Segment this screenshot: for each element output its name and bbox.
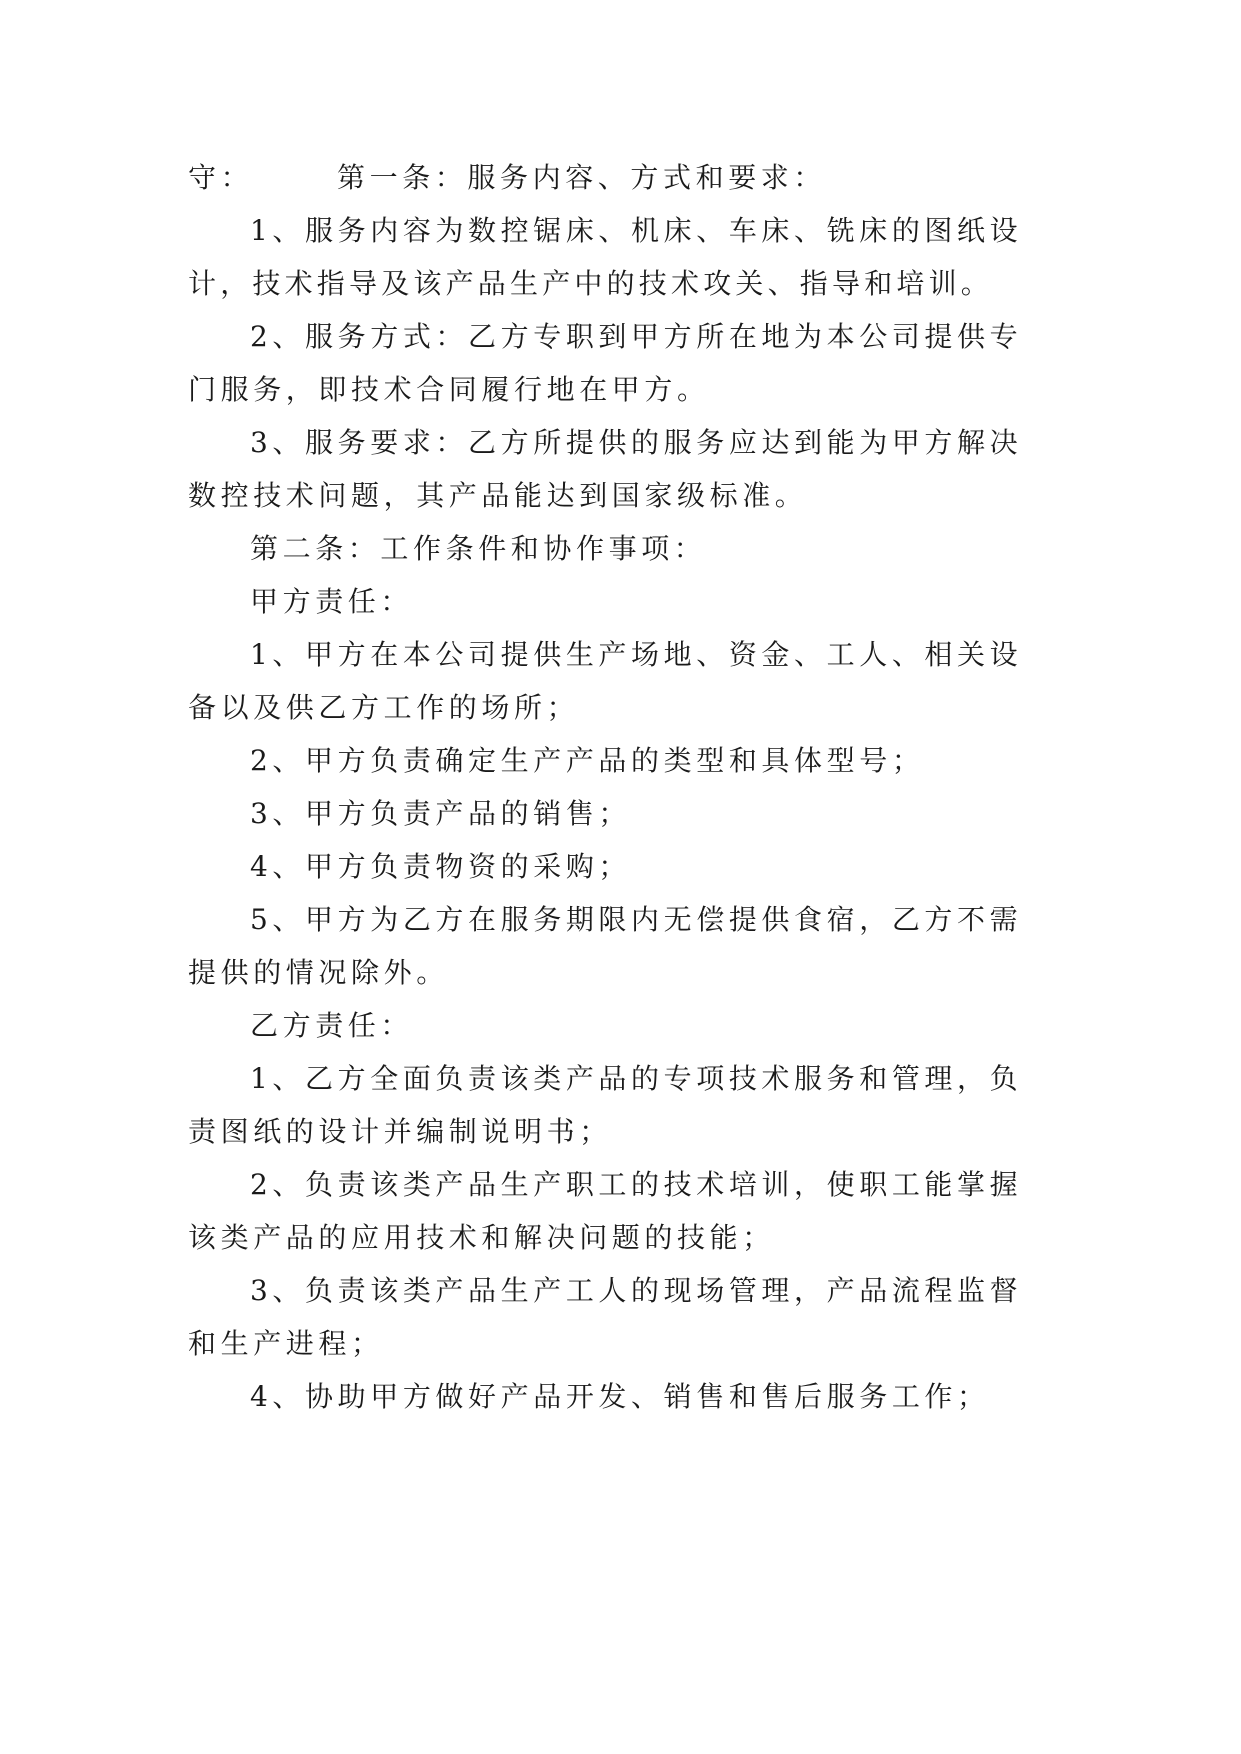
service-method-line-1: 2、服务方式：乙方专职到甲方所在地为本公司提供专 xyxy=(250,320,1023,353)
party-b-item-2-line-2: 该类产品的应用技术和解决问题的技能； xyxy=(188,1221,775,1254)
clause-1-heading-line: 守： 第一条：服务内容、方式和要求： xyxy=(188,161,827,194)
party-a-item-2: 2、甲方负责确定生产产品的类型和具体型号； xyxy=(250,744,925,777)
party-a-item-3: 3、甲方负责产品的销售； xyxy=(250,797,632,830)
party-a-item-5-line-1: 5、甲方为乙方在服务期限内无偿提供食宿，乙方不需 xyxy=(250,903,1023,936)
party-a-heading: 甲方责任： xyxy=(250,585,414,618)
clause-2-heading: 第二条：工作条件和协作事项： xyxy=(250,532,707,565)
service-requirement-line-2: 数控技术问题，其产品能达到国家级标准。 xyxy=(188,479,808,512)
party-b-item-1-line-2: 责图纸的设计并编制说明书； xyxy=(188,1115,612,1148)
service-content-line-2: 计，技术指导及该产品生产中的技术攻关、指导和培训。 xyxy=(188,267,994,300)
service-content-line-1: 1、服务内容为数控锯床、机床、车床、铣床的图纸设 xyxy=(250,214,1023,247)
party-b-item-2-line-1: 2、负责该类产品生产职工的技术培训，使职工能掌握 xyxy=(250,1168,1023,1201)
party-b-item-3-line-2: 和生产进程； xyxy=(188,1327,384,1360)
party-b-heading: 乙方责任： xyxy=(250,1009,414,1042)
party-a-item-1-line-2: 备以及供乙方工作的场所； xyxy=(188,691,580,724)
party-a-item-1-line-1: 1、甲方在本公司提供生产场地、资金、工人、相关设 xyxy=(250,638,1023,671)
party-b-item-1-line-1: 1、乙方全面负责该类产品的专项技术服务和管理，负 xyxy=(250,1062,1023,1095)
party-b-item-3-line-1: 3、负责该类产品生产工人的现场管理，产品流程监督 xyxy=(250,1274,1023,1307)
service-method-line-2: 门服务，即技术合同履行地在甲方。 xyxy=(188,373,710,406)
party-a-item-5-line-2: 提供的情况除外。 xyxy=(188,956,449,989)
party-a-item-4: 4、甲方负责物资的采购； xyxy=(250,850,632,883)
party-b-item-4: 4、协助甲方做好产品开发、销售和售后服务工作； xyxy=(250,1380,990,1413)
service-requirement-line-1: 3、服务要求：乙方所提供的服务应达到能为甲方解决 xyxy=(250,426,1023,459)
